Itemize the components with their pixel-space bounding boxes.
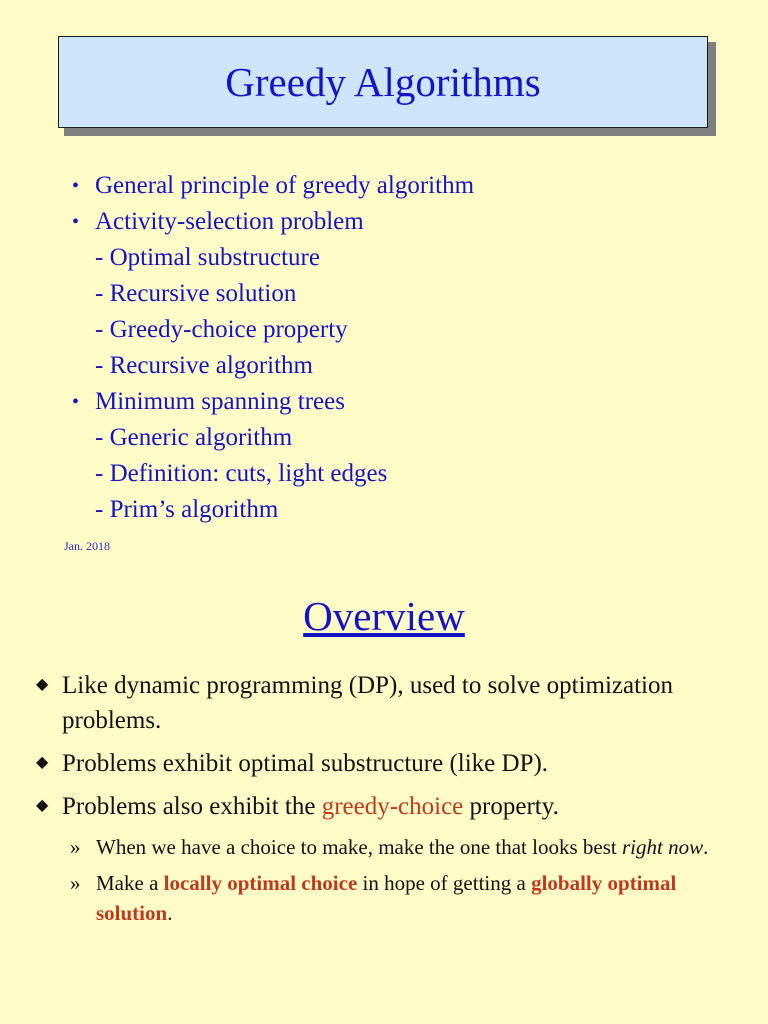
- bullet-icon: •: [72, 391, 80, 413]
- title-box: [58, 36, 708, 128]
- sub-item: - Recursive solution: [95, 280, 297, 307]
- sub-item-text: [96, 868, 736, 928]
- highlight-text: globally optimal solution: [96, 871, 677, 925]
- text-run: in hope of getting a: [357, 871, 532, 895]
- diamond-bullet-icon: ◆: [36, 676, 49, 693]
- list-item-text: Minimum spanning trees: [95, 388, 345, 415]
- bullet-icon: •: [72, 175, 80, 197]
- overview-title: Overview: [303, 593, 465, 639]
- sub-item: [70, 832, 736, 862]
- sub-item-text: [96, 832, 736, 862]
- list-item-text: [62, 789, 736, 824]
- bullet-icon: •: [72, 211, 80, 233]
- highlight-text: greedy-choice: [321, 793, 464, 820]
- diamond-bullet-icon: ◆: [36, 754, 49, 771]
- sub-item: - Prim’s algorithm: [95, 496, 279, 523]
- text-run: .: [703, 835, 709, 859]
- text-run: .: [167, 901, 173, 925]
- text-run: property.: [463, 793, 559, 820]
- diamond-bullet-icon: ◆: [36, 797, 49, 814]
- sub-item: - Recursive algorithm: [95, 352, 313, 379]
- list-item-text: General principle of greedy algorithm: [95, 172, 475, 199]
- list-item-text: Problems exhibit optimal substructure (like DP).: [62, 750, 549, 777]
- list-item-text: Like dynamic programming (DP), used to solve optimization problems.: [62, 672, 673, 734]
- sub-item: [70, 868, 736, 928]
- sub-item: - Optimal substructure: [95, 244, 320, 271]
- highlight-text: locally optimal choice: [163, 871, 358, 895]
- text-run: Problems also exhibit the: [62, 793, 322, 820]
- sub-item: - Generic algorithm: [95, 424, 293, 451]
- list-item: [72, 384, 474, 420]
- list-item-text: Activity-selection problem: [95, 208, 364, 235]
- slide-date: Jan. 2018: [64, 539, 110, 553]
- list-item: [36, 668, 736, 738]
- list-item: [72, 204, 474, 240]
- list-item: [36, 746, 736, 781]
- arrow-bullet-icon: »: [70, 835, 81, 859]
- topic-list: [72, 168, 474, 528]
- text-run: Make a: [96, 871, 164, 895]
- overview-list: [36, 668, 736, 934]
- sub-item: - Definition: cuts, light edges: [95, 460, 388, 487]
- sub-item: - Greedy-choice property: [95, 316, 348, 343]
- list-item: [72, 168, 474, 204]
- slide-title: Greedy Algorithms: [225, 59, 541, 105]
- arrow-bullet-icon: »: [70, 871, 81, 895]
- list-item: [36, 789, 736, 824]
- text-run: When we have a choice to make, make the one that looks best: [96, 835, 622, 859]
- emphasis-text: right now: [621, 835, 704, 859]
